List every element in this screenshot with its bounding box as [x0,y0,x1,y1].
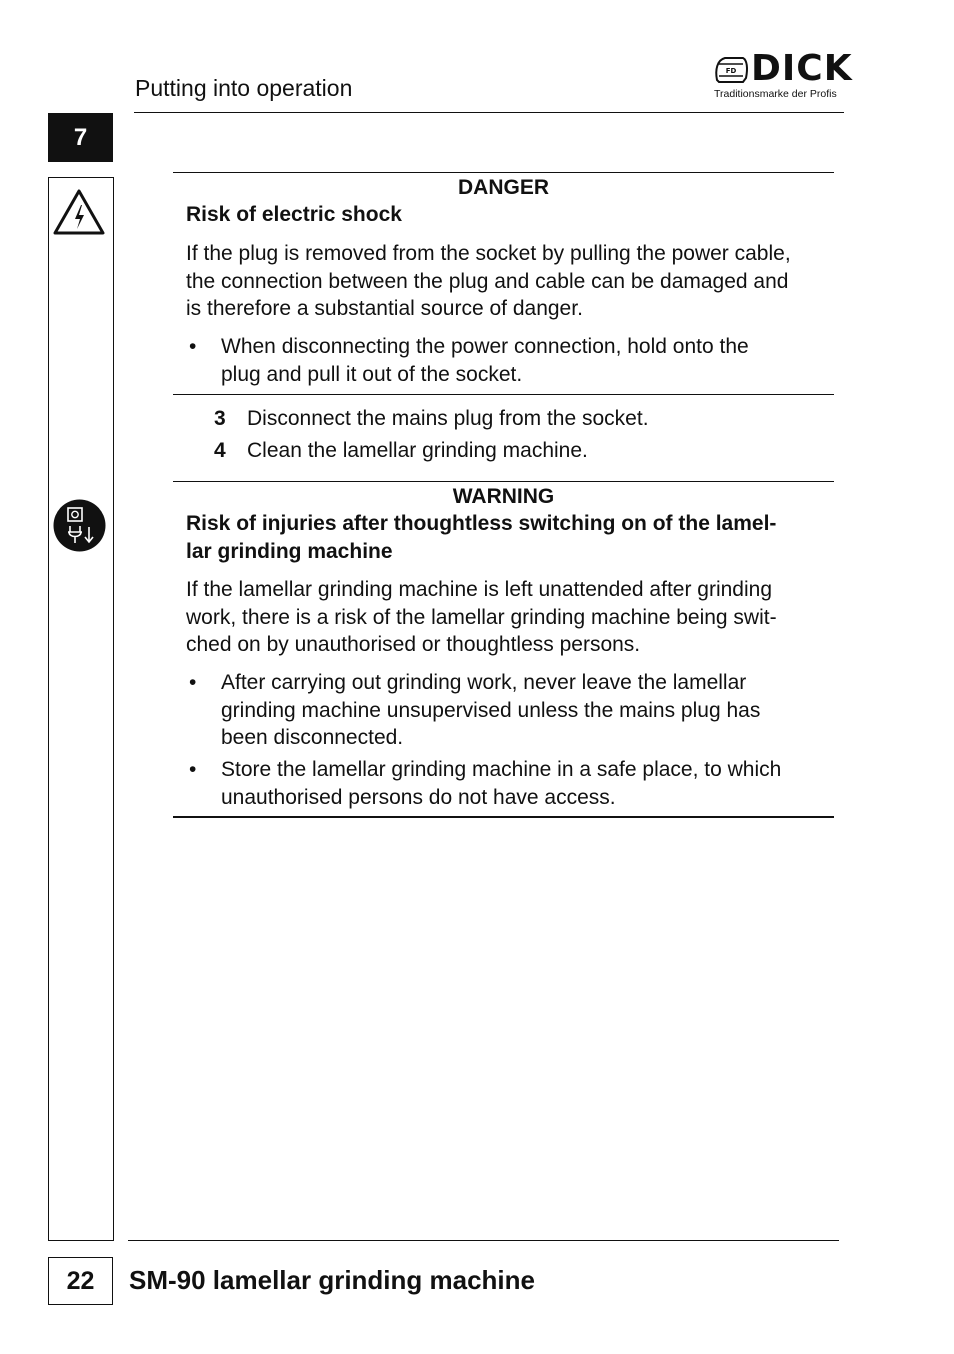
danger-body-line: is therefore a substantial source of danger. [186,297,583,320]
warning-heading: WARNING [452,485,555,508]
bullet-line: unauthorised persons do not have access. [221,785,616,809]
step-text: Disconnect the mains plug from the socket. [247,407,649,430]
bullet-marker: • [189,758,197,781]
bullet-line: When disconnecting the power connection, hold onto the [221,335,749,358]
warning-title [186,510,836,565]
bullet-line: grinding machine unsupervised unless the mains plug has [221,698,761,722]
warning-body-line: If the lamellar grinding machine is left unattended after grinding [186,578,773,601]
warning-bullet [221,669,835,752]
bullet-line: Store the lamellar grinding machine in a safe place, to which [221,758,782,781]
step-number: 4 [214,439,226,462]
step-text: Clean the lamellar grinding machine. [247,439,588,462]
document-title: SM-90 lamellar grinding machine [129,1265,535,1295]
danger-body-line: If the plug is removed from the socket by pulling the power cable, [186,242,791,265]
section-title: Putting into operation [135,75,353,101]
warning-bullet [221,756,835,811]
footer-divider [128,1240,839,1241]
danger-title: Risk of electric shock [186,203,402,226]
warning-body-line: ched on by unauthorised or thoughtless persons. [186,633,641,656]
danger-heading: DANGER [457,176,549,199]
chapter-number: 7 [48,113,113,162]
electrical-hazard-icon [52,188,106,236]
warning-body-line: work, there is a risk of the lamellar grinding machine being swit- [186,605,777,629]
page-number: 22 [48,1257,113,1305]
warning-bottom-rule [173,816,834,818]
bullet-line: After carrying out grinding work, never leave the lamellar [221,671,747,694]
danger-bullet [221,333,835,388]
danger-body [186,240,836,323]
dick-emblem-icon [713,54,749,86]
step-number: 3 [214,407,226,430]
warning-title-line: lar grinding machine [186,539,393,563]
danger-top-rule [173,172,834,173]
warning-title-line: Risk of injuries after thoughtless switching on of the lamel- [186,512,777,535]
sidebar-frame [48,177,114,1241]
emblem-text: FD [725,67,737,75]
brand-logo [713,48,853,104]
bullet-line: been disconnected. [221,726,404,749]
warning-top-rule [173,481,834,482]
header-divider [134,112,844,113]
logo-tagline: Traditionsmarke der Profis [714,88,837,100]
bullet-marker: • [189,671,197,694]
danger-bottom-rule [173,394,834,395]
bullet-marker: • [189,335,197,358]
bullet-line: plug and pull it out of the socket. [221,362,523,386]
warning-body [186,576,836,659]
disconnect-mains-plug-icon [53,499,106,552]
danger-body-line: the connection between the plug and cable can be damaged and [186,269,789,293]
logo-wordmark: DICK [751,48,853,89]
